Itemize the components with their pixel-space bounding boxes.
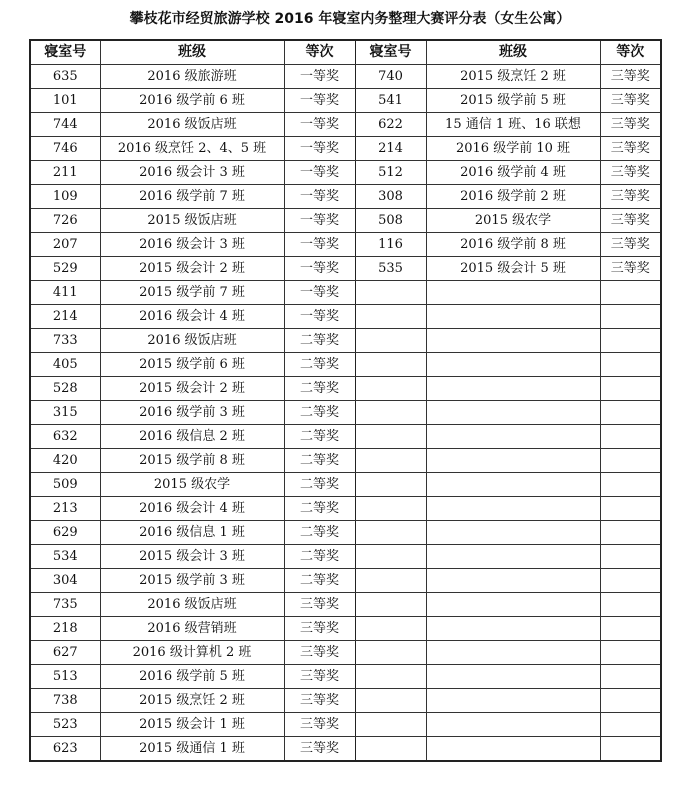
- left-class-cell: 2015 级会计 2 班: [100, 377, 284, 401]
- right-class-cell: [426, 425, 600, 449]
- right-rank-cell: [600, 449, 661, 473]
- left-rank-cell: 二等奖: [284, 401, 355, 425]
- right-class-cell: [426, 305, 600, 329]
- right-room-cell: 508: [355, 209, 426, 233]
- table-row: [30, 353, 661, 377]
- right-rank-cell: 三等奖: [600, 113, 661, 137]
- left-room-cell: 735: [30, 593, 100, 617]
- left-rank-cell: 一等奖: [284, 257, 355, 281]
- left-rank-cell: 一等奖: [284, 185, 355, 209]
- right-class-cell: [426, 473, 600, 497]
- table-row: [30, 233, 661, 257]
- table-row: [30, 65, 661, 89]
- header-row: [30, 40, 661, 65]
- right-class-cell: [426, 689, 600, 713]
- table-row: [30, 89, 661, 113]
- right-rank-cell: [600, 689, 661, 713]
- right-room-cell: [355, 401, 426, 425]
- left-room-cell: 509: [30, 473, 100, 497]
- left-rank-cell: 三等奖: [284, 617, 355, 641]
- left-room-cell: 632: [30, 425, 100, 449]
- left-room-cell: 304: [30, 569, 100, 593]
- right-class-cell: [426, 377, 600, 401]
- left-rank-cell: 二等奖: [284, 425, 355, 449]
- left-rank-cell: 二等奖: [284, 521, 355, 545]
- right-room-cell: 308: [355, 185, 426, 209]
- table-row: [30, 497, 661, 521]
- right-room-cell: [355, 449, 426, 473]
- right-room-cell: [355, 497, 426, 521]
- right-room-cell: 512: [355, 161, 426, 185]
- right-rank-cell: 三等奖: [600, 185, 661, 209]
- header-rank-right: 等次: [600, 40, 661, 65]
- right-room-cell: [355, 689, 426, 713]
- left-rank-cell: 一等奖: [284, 233, 355, 257]
- left-class-cell: 2016 级学前 5 班: [100, 665, 284, 689]
- header-class-right: 班级: [426, 40, 600, 65]
- table-row: [30, 617, 661, 641]
- left-room-cell: 528: [30, 377, 100, 401]
- left-class-cell: 2015 级学前 8 班: [100, 449, 284, 473]
- left-room-cell: 744: [30, 113, 100, 137]
- left-room-cell: 534: [30, 545, 100, 569]
- header-rank-left: 等次: [284, 40, 355, 65]
- left-room-cell: 733: [30, 329, 100, 353]
- right-class-cell: [426, 641, 600, 665]
- left-class-cell: 2016 级旅游班: [100, 65, 284, 89]
- left-class-cell: 2016 级信息 1 班: [100, 521, 284, 545]
- left-rank-cell: 一等奖: [284, 113, 355, 137]
- right-room-cell: [355, 329, 426, 353]
- table-row: [30, 425, 661, 449]
- left-room-cell: 211: [30, 161, 100, 185]
- left-room-cell: 529: [30, 257, 100, 281]
- right-class-cell: [426, 329, 600, 353]
- left-class-cell: 2016 级学前 6 班: [100, 89, 284, 113]
- right-room-cell: [355, 641, 426, 665]
- right-rank-cell: 三等奖: [600, 257, 661, 281]
- right-room-cell: [355, 353, 426, 377]
- right-rank-cell: [600, 473, 661, 497]
- table-row: [30, 689, 661, 713]
- left-room-cell: 629: [30, 521, 100, 545]
- right-rank-cell: [600, 353, 661, 377]
- table-row: [30, 137, 661, 161]
- right-class-cell: [426, 281, 600, 305]
- right-class-cell: 2016 级学前 4 班: [426, 161, 600, 185]
- left-class-cell: 2015 级农学: [100, 473, 284, 497]
- left-class-cell: 2016 级学前 3 班: [100, 401, 284, 425]
- right-class-cell: [426, 521, 600, 545]
- left-class-cell: 2016 级烹饪 2、4、5 班: [100, 137, 284, 161]
- left-class-cell: 2015 级烹饪 2 班: [100, 689, 284, 713]
- left-class-cell: 2015 级学前 7 班: [100, 281, 284, 305]
- right-room-cell: [355, 281, 426, 305]
- table-row: [30, 665, 661, 689]
- left-rank-cell: 一等奖: [284, 65, 355, 89]
- left-rank-cell: 一等奖: [284, 209, 355, 233]
- right-room-cell: [355, 593, 426, 617]
- right-class-cell: [426, 737, 600, 762]
- document-title: 攀枝花市经贸旅游学校 2016 年寝室内务整理大赛评分表（女生公寓）: [129, 11, 571, 27]
- left-rank-cell: 一等奖: [284, 281, 355, 305]
- right-room-cell: [355, 545, 426, 569]
- left-room-cell: 405: [30, 353, 100, 377]
- left-class-cell: 2016 级会计 3 班: [100, 233, 284, 257]
- right-rank-cell: 三等奖: [600, 137, 661, 161]
- right-room-cell: [355, 521, 426, 545]
- left-rank-cell: 一等奖: [284, 89, 355, 113]
- right-class-cell: 2016 级学前 8 班: [426, 233, 600, 257]
- right-class-cell: 2016 级学前 10 班: [426, 137, 600, 161]
- left-class-cell: 2015 级通信 1 班: [100, 737, 284, 762]
- score-table: [29, 39, 662, 762]
- left-room-cell: 523: [30, 713, 100, 737]
- right-rank-cell: [600, 329, 661, 353]
- right-class-cell: 15 通信 1 班、16 联想: [426, 113, 600, 137]
- left-room-cell: 513: [30, 665, 100, 689]
- right-class-cell: [426, 353, 600, 377]
- right-rank-cell: [600, 737, 661, 762]
- right-rank-cell: [600, 497, 661, 521]
- right-rank-cell: 三等奖: [600, 161, 661, 185]
- left-class-cell: 2015 级学前 3 班: [100, 569, 284, 593]
- left-rank-cell: 三等奖: [284, 689, 355, 713]
- right-rank-cell: [600, 425, 661, 449]
- left-room-cell: 726: [30, 209, 100, 233]
- right-class-cell: [426, 449, 600, 473]
- right-room-cell: [355, 305, 426, 329]
- left-rank-cell: 一等奖: [284, 137, 355, 161]
- right-class-cell: 2015 级烹饪 2 班: [426, 65, 600, 89]
- table-row: [30, 473, 661, 497]
- table-row: [30, 185, 661, 209]
- table-row: [30, 209, 661, 233]
- right-rank-cell: [600, 617, 661, 641]
- left-class-cell: 2015 级会计 2 班: [100, 257, 284, 281]
- right-rank-cell: [600, 641, 661, 665]
- right-room-cell: [355, 425, 426, 449]
- left-rank-cell: 二等奖: [284, 497, 355, 521]
- table-row: [30, 593, 661, 617]
- right-room-cell: [355, 737, 426, 762]
- right-rank-cell: [600, 281, 661, 305]
- right-room-cell: [355, 713, 426, 737]
- right-room-cell: 622: [355, 113, 426, 137]
- right-rank-cell: [600, 305, 661, 329]
- left-class-cell: 2016 级营销班: [100, 617, 284, 641]
- right-rank-cell: [600, 545, 661, 569]
- left-room-cell: 218: [30, 617, 100, 641]
- left-room-cell: 213: [30, 497, 100, 521]
- left-class-cell: 2016 级饭店班: [100, 593, 284, 617]
- right-room-cell: 535: [355, 257, 426, 281]
- left-room-cell: 420: [30, 449, 100, 473]
- left-class-cell: 2016 级会计 3 班: [100, 161, 284, 185]
- table-row: [30, 161, 661, 185]
- right-class-cell: 2015 级农学: [426, 209, 600, 233]
- table-row: [30, 257, 661, 281]
- right-room-cell: 541: [355, 89, 426, 113]
- right-rank-cell: [600, 713, 661, 737]
- left-rank-cell: 一等奖: [284, 305, 355, 329]
- right-rank-cell: [600, 401, 661, 425]
- right-class-cell: [426, 593, 600, 617]
- left-rank-cell: 三等奖: [284, 665, 355, 689]
- left-class-cell: 2015 级会计 3 班: [100, 545, 284, 569]
- table-row: [30, 449, 661, 473]
- left-room-cell: 101: [30, 89, 100, 113]
- right-room-cell: 740: [355, 65, 426, 89]
- right-class-cell: 2015 级学前 5 班: [426, 89, 600, 113]
- right-rank-cell: [600, 665, 661, 689]
- left-rank-cell: 二等奖: [284, 329, 355, 353]
- left-rank-cell: 三等奖: [284, 641, 355, 665]
- right-rank-cell: 三等奖: [600, 209, 661, 233]
- right-rank-cell: 三等奖: [600, 89, 661, 113]
- left-room-cell: 207: [30, 233, 100, 257]
- left-room-cell: 738: [30, 689, 100, 713]
- right-class-cell: [426, 713, 600, 737]
- left-rank-cell: 二等奖: [284, 353, 355, 377]
- left-rank-cell: 二等奖: [284, 545, 355, 569]
- table-row: [30, 305, 661, 329]
- right-rank-cell: [600, 593, 661, 617]
- left-class-cell: 2016 级计算机 2 班: [100, 641, 284, 665]
- right-rank-cell: 三等奖: [600, 233, 661, 257]
- right-class-cell: 2016 级学前 2 班: [426, 185, 600, 209]
- right-class-cell: [426, 497, 600, 521]
- left-room-cell: 623: [30, 737, 100, 762]
- left-rank-cell: 二等奖: [284, 473, 355, 497]
- table-row: [30, 401, 661, 425]
- right-room-cell: 116: [355, 233, 426, 257]
- left-room-cell: 411: [30, 281, 100, 305]
- left-room-cell: 746: [30, 137, 100, 161]
- left-room-cell: 214: [30, 305, 100, 329]
- left-class-cell: 2016 级饭店班: [100, 113, 284, 137]
- left-class-cell: 2016 级信息 2 班: [100, 425, 284, 449]
- right-room-cell: [355, 665, 426, 689]
- left-rank-cell: 三等奖: [284, 713, 355, 737]
- table-row: [30, 113, 661, 137]
- left-rank-cell: 一等奖: [284, 161, 355, 185]
- left-rank-cell: 三等奖: [284, 593, 355, 617]
- right-rank-cell: [600, 569, 661, 593]
- table-row: [30, 713, 661, 737]
- right-class-cell: [426, 569, 600, 593]
- table-row: [30, 737, 661, 762]
- table-body: [30, 65, 661, 762]
- right-room-cell: [355, 569, 426, 593]
- right-rank-cell: [600, 521, 661, 545]
- table-row: [30, 281, 661, 305]
- left-class-cell: 2016 级学前 7 班: [100, 185, 284, 209]
- left-rank-cell: 二等奖: [284, 569, 355, 593]
- left-class-cell: 2015 级饭店班: [100, 209, 284, 233]
- header-room-right: 寝室号: [355, 40, 426, 65]
- table-row: [30, 521, 661, 545]
- right-class-cell: [426, 545, 600, 569]
- right-rank-cell: [600, 377, 661, 401]
- left-rank-cell: 二等奖: [284, 377, 355, 401]
- left-class-cell: 2015 级会计 1 班: [100, 713, 284, 737]
- right-room-cell: [355, 617, 426, 641]
- right-class-cell: [426, 401, 600, 425]
- table-row: [30, 329, 661, 353]
- right-room-cell: 214: [355, 137, 426, 161]
- right-room-cell: [355, 473, 426, 497]
- header-room-left: 寝室号: [30, 40, 100, 65]
- table-row: [30, 641, 661, 665]
- left-class-cell: 2015 级学前 6 班: [100, 353, 284, 377]
- left-room-cell: 627: [30, 641, 100, 665]
- left-room-cell: 315: [30, 401, 100, 425]
- left-room-cell: 109: [30, 185, 100, 209]
- left-class-cell: 2016 级会计 4 班: [100, 497, 284, 521]
- right-room-cell: [355, 377, 426, 401]
- right-rank-cell: 三等奖: [600, 65, 661, 89]
- table-row: [30, 377, 661, 401]
- left-class-cell: 2016 级会计 4 班: [100, 305, 284, 329]
- left-rank-cell: 二等奖: [284, 449, 355, 473]
- table-row: [30, 545, 661, 569]
- right-class-cell: 2015 级会计 5 班: [426, 257, 600, 281]
- left-rank-cell: 三等奖: [284, 737, 355, 762]
- table-row: [30, 569, 661, 593]
- header-class-left: 班级: [100, 40, 284, 65]
- right-class-cell: [426, 617, 600, 641]
- right-class-cell: [426, 665, 600, 689]
- left-room-cell: 635: [30, 65, 100, 89]
- left-class-cell: 2016 级饭店班: [100, 329, 284, 353]
